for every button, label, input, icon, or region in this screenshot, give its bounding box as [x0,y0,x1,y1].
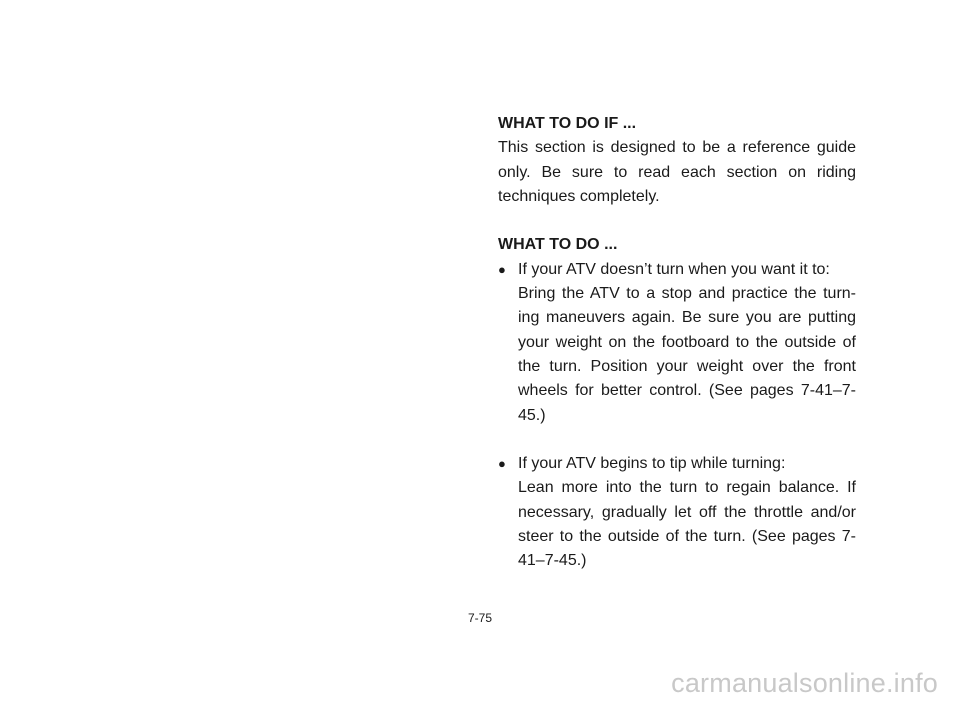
intro-paragraph: This section is designed to be a reference guide only. Be sure to read each section on riding techniques completely. [498,139,856,205]
section-heading-what-to-do: WHAT TO DO ... [498,236,618,254]
list-item [498,258,856,428]
spacer [498,428,856,452]
list-item-title: If your ATV doesn’t turn when you want it to: [518,260,830,278]
page-number: 7-75 [467,611,493,625]
list-item-body: Bring the ATV to a stop and practice the turn-ing maneuvers again. Be sure you are putting your weight on the footboard to the outside of the turn. Position your weight over the front wheels for better control. (See pages 7-41–7-45.) [518,285,856,424]
bullet-icon: ● [498,261,506,277]
list-item-body: Lean more into the turn to regain balance. If necessary, gradually let off the throttle and/or steer to the outside of the turn. (See pages 7-41–7-45.) [518,479,856,570]
list-item [498,452,856,573]
main-text-column [498,112,856,574]
section-heading-what-to-do-if: WHAT TO DO IF ... [498,115,637,132]
bullet-icon: ● [498,456,506,472]
list-item-title: If your ATV begins to tip while turning: [518,455,786,473]
watermark: carmanualsonline.info [671,668,938,698]
spacer [498,209,856,233]
